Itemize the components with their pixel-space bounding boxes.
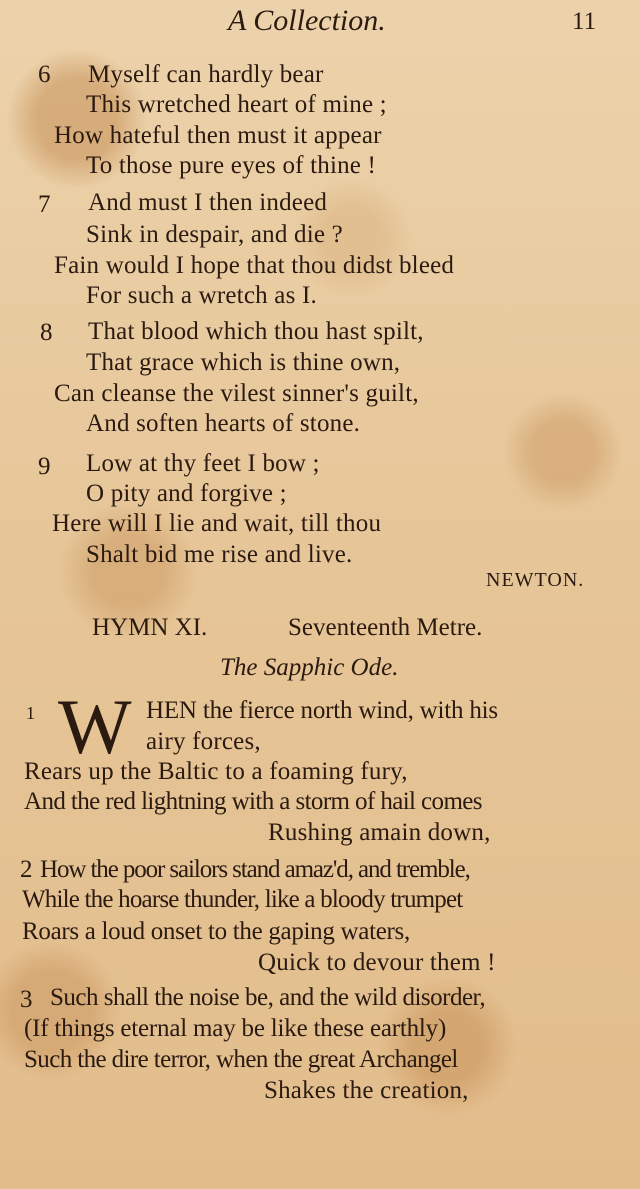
verse-line: Sink in despair, and die ? [86, 221, 343, 248]
drop-capital: W [58, 683, 132, 770]
stanza-number: 1 [26, 703, 35, 723]
verse-line: Roars a loud onset to the gaping waters, [22, 918, 410, 945]
stanza-number: 3 [20, 986, 33, 1013]
verse-line: Can cleanse the vilest sinner's guilt, [54, 380, 419, 407]
stanza-number: 7 [38, 191, 51, 218]
verse-line: Rushing amain down, [268, 819, 491, 846]
verse-line: (If things eternal may be like these earthly) [24, 1015, 447, 1042]
verse-line: To those pure eyes of thine ! [86, 152, 377, 179]
hymn-metre: Seventeenth Metre. [288, 614, 483, 641]
stanza-number: 8 [40, 319, 53, 346]
verse-line: Quick to devour them ! [258, 949, 496, 976]
running-header: A Collection. [228, 4, 386, 37]
verse-line: That grace which is thine own, [86, 349, 401, 376]
verse-line: While the hoarse thunder, like a bloody trumpet [22, 886, 463, 913]
verse-line: And must I then indeed [88, 189, 328, 216]
verse-line: That blood which thou hast spilt, [88, 318, 424, 345]
stanza-number: 6 [38, 61, 51, 88]
verse-line: Here will I lie and wait, till thou [52, 510, 382, 537]
verse-line: And the red lightning with a storm of hail comes [24, 788, 482, 815]
verse-line: Such shall the noise be, and the wild disorder, [50, 984, 486, 1011]
hymn-author: NEWTON. [486, 569, 585, 591]
verse-line: Myself can hardly bear [88, 61, 324, 88]
verse-line: This wretched heart of mine ; [86, 91, 387, 118]
verse-line: How the poor sailors stand amaz'd, and tremble, [40, 856, 470, 883]
verse-line: And soften hearts of stone. [86, 410, 361, 437]
verse-line: Rears up the Baltic to a foaming fury, [24, 758, 408, 785]
hymn-subtitle: The Sapphic Ode. [220, 654, 399, 681]
verse-line: Shalt bid me rise and live. [86, 541, 353, 568]
stanza-number: 2 [20, 856, 33, 883]
verse-line: HEN the fierce north wind, with his [146, 697, 498, 724]
verse-line: How hateful then must it appear [54, 122, 382, 149]
stanza-number: 9 [38, 453, 51, 480]
verse-line: For such a wretch as I. [86, 282, 317, 309]
verse-line: O pity and forgive ; [86, 480, 287, 507]
verse-line: airy forces, [146, 728, 261, 755]
verse-line: Low at thy feet I bow ; [86, 450, 320, 477]
verse-line: Fain would I hope that thou didst bleed [54, 252, 455, 279]
hymn-title: HYMN XI. [92, 614, 208, 641]
verse-line: Such the dire terror, when the great Archangel [24, 1046, 458, 1073]
verse-line: Shakes the creation, [264, 1077, 469, 1104]
page-number: 11 [572, 8, 597, 35]
